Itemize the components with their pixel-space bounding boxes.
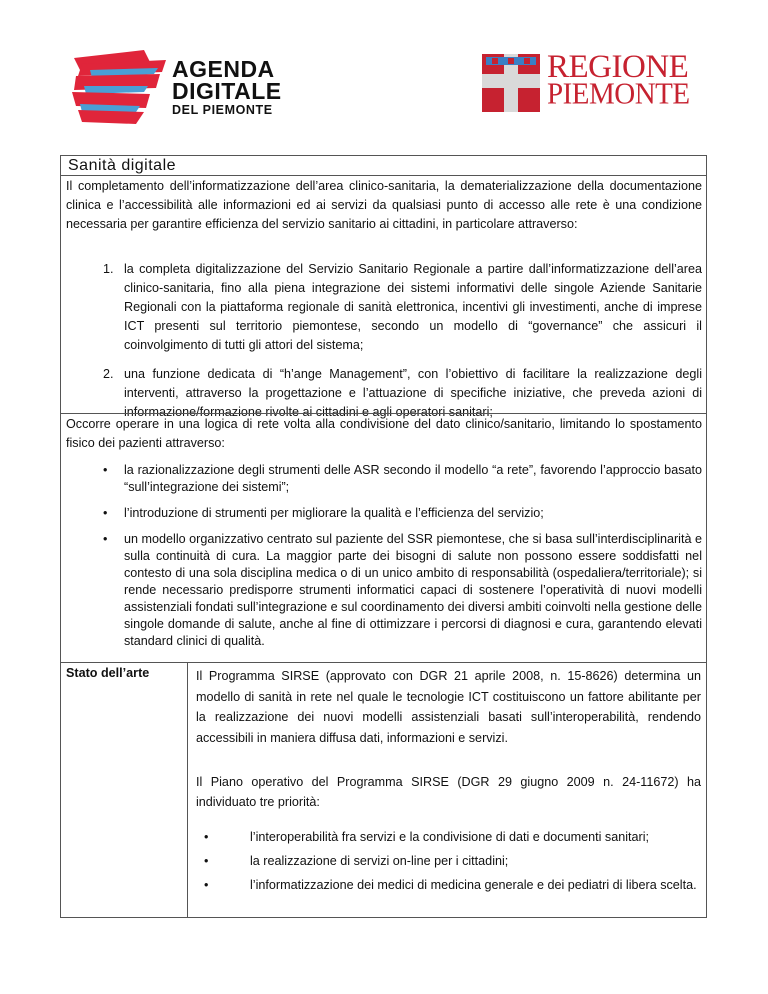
list-number: 2. xyxy=(103,367,114,381)
list-item-text: una funzione dedicata di “h’ange Management”, con l’obiettivo di facilitare la realizzazione degli interventi, attraverso la progettazione e l’attuazione di specifiche iniziative, che preveda azioni di informazione/formazione rivolte ai cittadini e agli operatori sanitari; xyxy=(124,367,702,419)
row-divider xyxy=(60,413,707,414)
bullet-icon: • xyxy=(204,878,209,892)
bullet-icon: • xyxy=(103,463,108,477)
list-item-text: la razionalizzazione degli strumenti delle ASR secondo il modello “a rete”, favorendo l’approccio basato “sull’integrazione dei sistemi”; xyxy=(124,463,702,494)
regione-logo-line2: PIEMONTE xyxy=(547,77,690,111)
list-item-text: la realizzazione di servizi on-line per i cittadini; xyxy=(250,854,509,868)
bullet-icon: • xyxy=(103,532,108,546)
priorities-list xyxy=(196,827,701,899)
list-item xyxy=(66,505,702,522)
bullet-icon: • xyxy=(204,854,209,868)
agenda-logo-line1: AGENDA xyxy=(172,56,275,82)
occorre-paragraph: Occorre operare in una logica di rete volta alla condivisione del dato clinico/sanitario, limitando lo spostamento fisico dei pazienti attraverso: xyxy=(66,417,702,450)
regione-piemonte-logo xyxy=(482,49,697,116)
column-divider xyxy=(187,662,188,918)
list-item xyxy=(196,851,701,871)
list-item xyxy=(196,875,701,895)
bullet-list xyxy=(66,462,702,659)
list-item-text: l’introduzione di strumenti per migliorare la qualità e l’efficienza del servizio; xyxy=(124,506,544,520)
list-item xyxy=(66,531,702,650)
list-item xyxy=(66,260,702,355)
list-number: 1. xyxy=(103,262,114,276)
regione-emblem-icon xyxy=(482,54,540,112)
agenda-digitale-logo xyxy=(70,44,320,124)
agenda-digitale-emblem-icon xyxy=(70,48,170,126)
list-item xyxy=(196,827,701,847)
regione-logo-line1: REGIONE xyxy=(547,49,689,85)
list-item-text: l’informatizzazione dei medici di medicina generale e dei pediatri di libera scelta. xyxy=(250,878,697,892)
row-divider xyxy=(60,662,707,663)
title-divider xyxy=(60,175,707,176)
list-item xyxy=(66,462,702,496)
agenda-logo-line3: DEL PIEMONTE xyxy=(172,103,273,117)
bullet-icon: • xyxy=(204,830,209,844)
stato-arte-label: Stato dell’arte xyxy=(66,666,150,680)
intro-paragraph: Il completamento dell’informatizzazione dell’area clinico-sanitaria, la dematerializzazione della documentazione clinica e l’accessibilità alle informazioni ed ai servizi da qualsiasi punto di accesso alle rete è una condizione necessaria per garantire efficienza del servizio sanitario ai cittadini, in particolare attraverso: xyxy=(66,179,702,231)
agenda-logo-line2: DIGITALE xyxy=(172,78,282,104)
list-item-text: la completa digitalizzazione del Servizio Sanitario Regionale a partire dall’informatizzazione dell’area clinico-sanitaria, fino alla piena integrazione dei sistemi informativi delle singole Aziende Sanitarie Regionali con la piattaforma regionale di sanità elettronica, incentivi gli investimenti, anche di imprese ICT presenti sul territorio piemontese, secondo un modello di “governance” che assicuri il coinvolgimento di tutti gli attori del sistema; xyxy=(124,262,702,352)
list-item-text: l’interoperabilità fra servizi e la condivisione di dati e documenti sanitari; xyxy=(250,830,650,844)
section-title: Sanità digitale xyxy=(68,157,177,174)
list-item-text: un modello organizzativo centrato sul paziente del SSR piemontese, che si basa sull’interdisciplinarità e sulla continuità di cura. La maggior parte dei bisogni di salute non possono essere soddisfatti nel contesto di una sola disciplina medica o di un unico ambito di responsabilità (ospedaliera/territoriale); si rende necessario predisporre strumenti informatici capaci di sostenere l’operatività di nuovi modelli assistenziali fondati sull’integrazione e sul coordinamento dei diversi ambiti coinvolti nella gestione delle singole domande di salute, anche al fine di ottimizzare i percorsi di diagnosi e cura, garantendo elevati standard clinici di qualità. xyxy=(124,532,702,648)
stato-paragraph-2: Il Piano operativo del Programma SIRSE (DGR 29 giugno 2009 n. 24-11672) ha individuato tre priorità: xyxy=(196,775,701,809)
stato-paragraph-1: Il Programma SIRSE (approvato con DGR 21 aprile 2008, n. 15-8626) determina un modello di sanità in rete nel quale le tecnologie ICT costituiscono un fattore abilitante per la realizzazione dei nuovi modelli assistenziali basati sull’interoperabilità, rendendo accessibili in maniera diffusa dati, informazioni e servizi. xyxy=(196,669,701,745)
bullet-icon: • xyxy=(103,506,108,520)
numbered-list xyxy=(66,260,702,432)
